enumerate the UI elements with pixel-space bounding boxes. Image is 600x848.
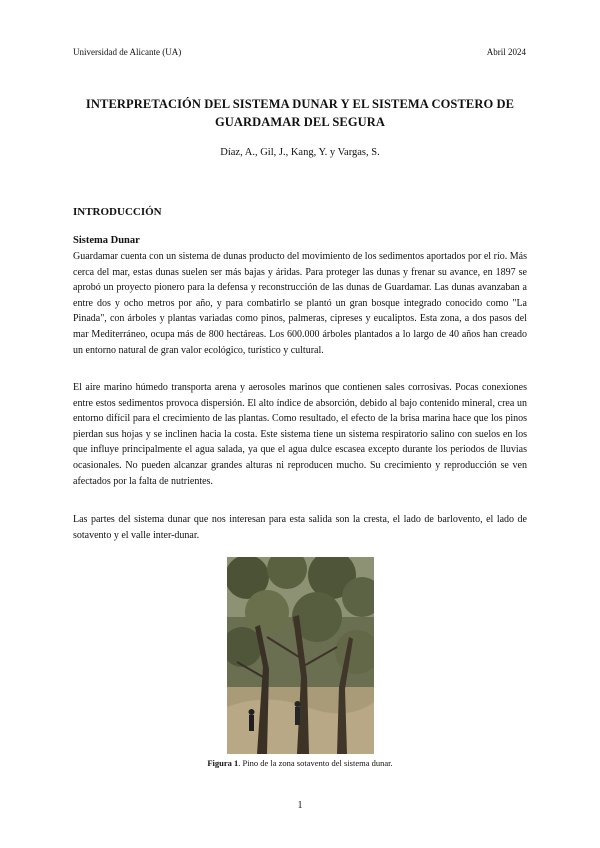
figure-caption	[0, 758, 600, 768]
paragraph: Las partes del sistema dunar que nos interesan para esta salida son la cresta, el lado de barlovento, el lado de sotavento y el valle inter-dunar.	[73, 514, 527, 541]
authors: Díaz, A., Gil, J., Kang, Y. y Vargas, S.	[220, 147, 380, 158]
document-title: INTERPRETACIÓN DEL SISTEMA DUNAR Y EL SISTEMA COSTERO DE GUARDAMAR DEL SEGURA	[85, 97, 515, 129]
header-date: Abril 2024	[486, 47, 526, 57]
figure-caption-text: . Pino de la zona sotavento del sistema dunar.	[238, 758, 393, 768]
header-institution: Universidad de Alicante (UA)	[73, 47, 182, 57]
subsection-heading: Sistema Dunar	[73, 235, 140, 246]
paragraph: Guardamar cuenta con un sistema de dunas producto del movimiento de los sedimentos aportados por el río. Más cerca del mar, estas dunas suelen ser más bajas y áridas. Para proteger las dunas y frenar su avance, en 1897 se aprobó un proyecto pionero para la defensa y reconstrucción de las dunas de Guardamar. Las dunas avanzaban a entre dos y ocho metros por año, y para combatirlo se plantó un gran bosque integrado conocido como "La Pinada", con árboles y plantas variadas como pinos, palmeras, cipreses y eucaliptos. Esta zona, a dos pasos del mar Mediterráneo, ocupa más de 800 hectáreas. Los 600.000 árboles plantados a lo largo de 40 años han creado un entorno natural de gran valor ecológico, turístico y cultural.	[73, 251, 527, 356]
paragraph: El aire marino húmedo transporta arena y aerosoles marinos que contienen sales corrosivas. Pocas conexiones entre estos sedimentos provoca dispersión. El alto índice de absorción, debido al bajo contenido mineral, crea un entorno difícil para el crecimiento de las plantas. Como resultado, el efecto de la brisa marina hace que los pinos pierdan sus hojas y se inclinen hacia la costa. Este sistema tiene un sistema respiratorio salino con suelos en los que influye principalmente el agua salada, ya que el agua dulce escasea excepto durante los periodos de lluvias ocasionales. No pueden alcanzar grandes alturas ni reproducen mucho. Su crecimiento y reproducción se ven afectados por la falta de nutrientes.	[73, 382, 527, 487]
figure-photo-pine-forest	[227, 557, 374, 754]
forest-photo-illustration	[227, 557, 374, 754]
page-number: 1	[297, 800, 303, 811]
figure-label: Figura 1	[207, 758, 239, 768]
section-heading: INTRODUCCIÓN	[73, 206, 162, 218]
